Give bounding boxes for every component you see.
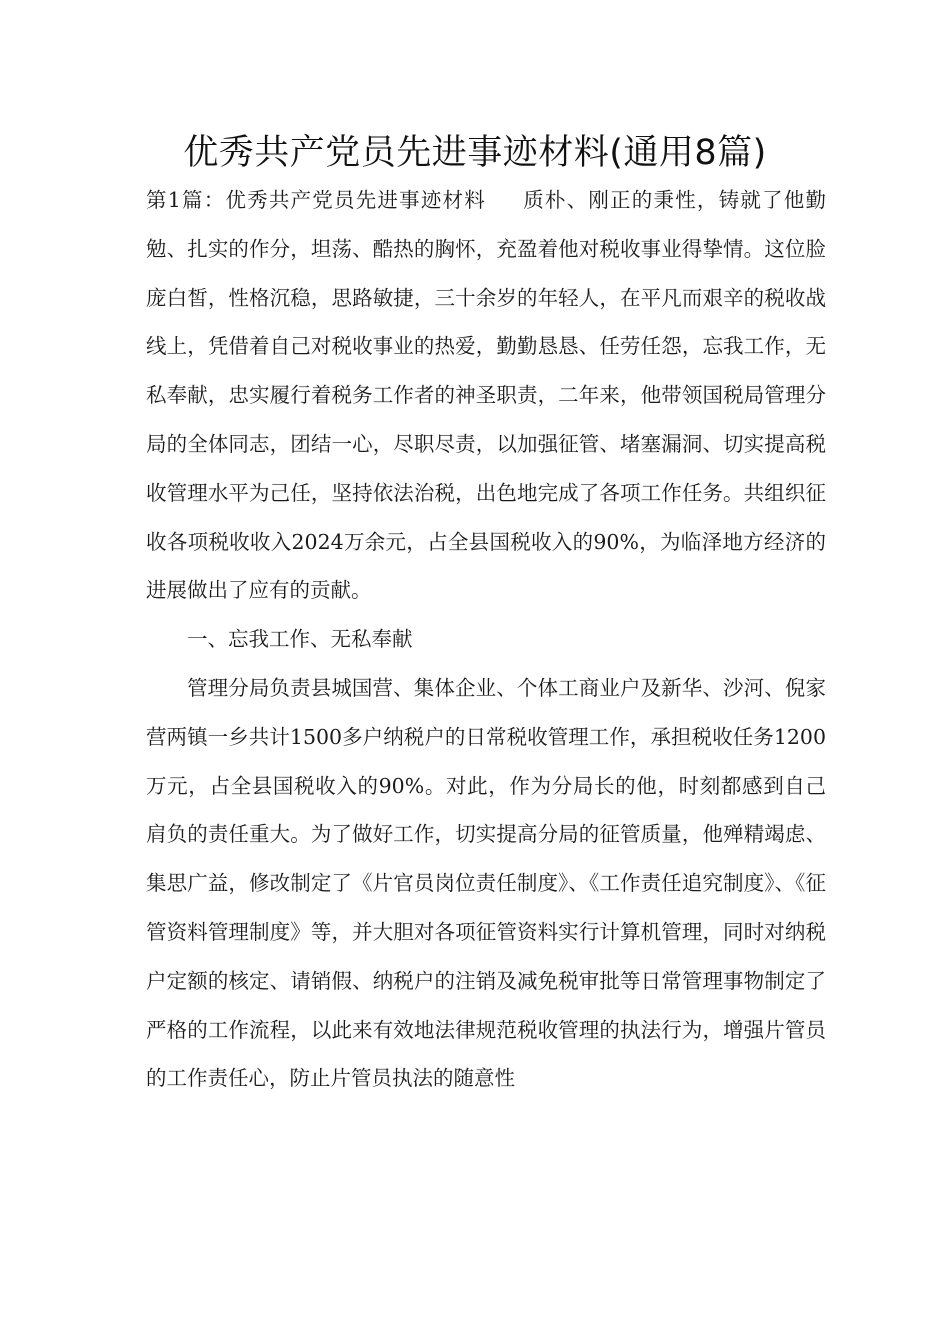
intro-text: 质朴、刚正的秉性，铸就了他勤勉、扎实的作分，坦荡、酷热的胸怀，充盈着他对税收事业得挚情。这位脸庞白皙，性格沉稳，思路敏捷，三十余岁的年轻人，在平凡而艰辛的税收战线上，凭借着自己对税收事业的热爱，勤勤恳恳、任劳任怨，忘我工作，无私奉献，忠实履行着税务工作者的神圣职责，二年来，他带领国税局管理分局的全体同志，团结一心，尽职尽责，以加强征管、堵塞漏洞、切实提高税收管理水平为己任，坚持依法治税，出色地完成了各项工作任务。共组织征收各项税收收入2024万余元，占全县国税收入的90%，为临泽地方经济的进展做出了应有的贡献。	[146, 188, 826, 603]
section-heading: 一、忘我工作、无私奉献	[187, 627, 413, 652]
document-title: 优秀共产党员先进事迹材料(通用8篇)	[183, 133, 767, 173]
section-label: 第1篇：优秀共产党员先进事迹材料	[146, 188, 486, 212]
intro-paragraph	[146, 176, 826, 615]
document-body	[146, 176, 826, 1103]
body-paragraph: 管理分局负责县城国营、集体企业、个体工商业户及新华、沙河、倪家营两镇一乡共计1500多户纳税户的日常税收管理工作，承担税收任务1200万元，占全县国税收入的90%。对此，作为分局长的他，时刻都感到自己肩负的责任重大。为了做好工作，切实提高分局的征管质量，他殚精竭虑、集思广益，修改制定了《片官员岗位责任制度》、《工作责任追究制度》、《征管资料管理制度》等，并大胆对各项征管资料实行计算机管理，同时对纳税户定额的核定、请销假、纳税户的注销及减免税审批等日常管理事物制定了严格的工作流程，以此来有效地法律规范税收管理的执法行为，增强片管员的工作责任心，防止片管员执法的随意性	[146, 675, 826, 1091]
